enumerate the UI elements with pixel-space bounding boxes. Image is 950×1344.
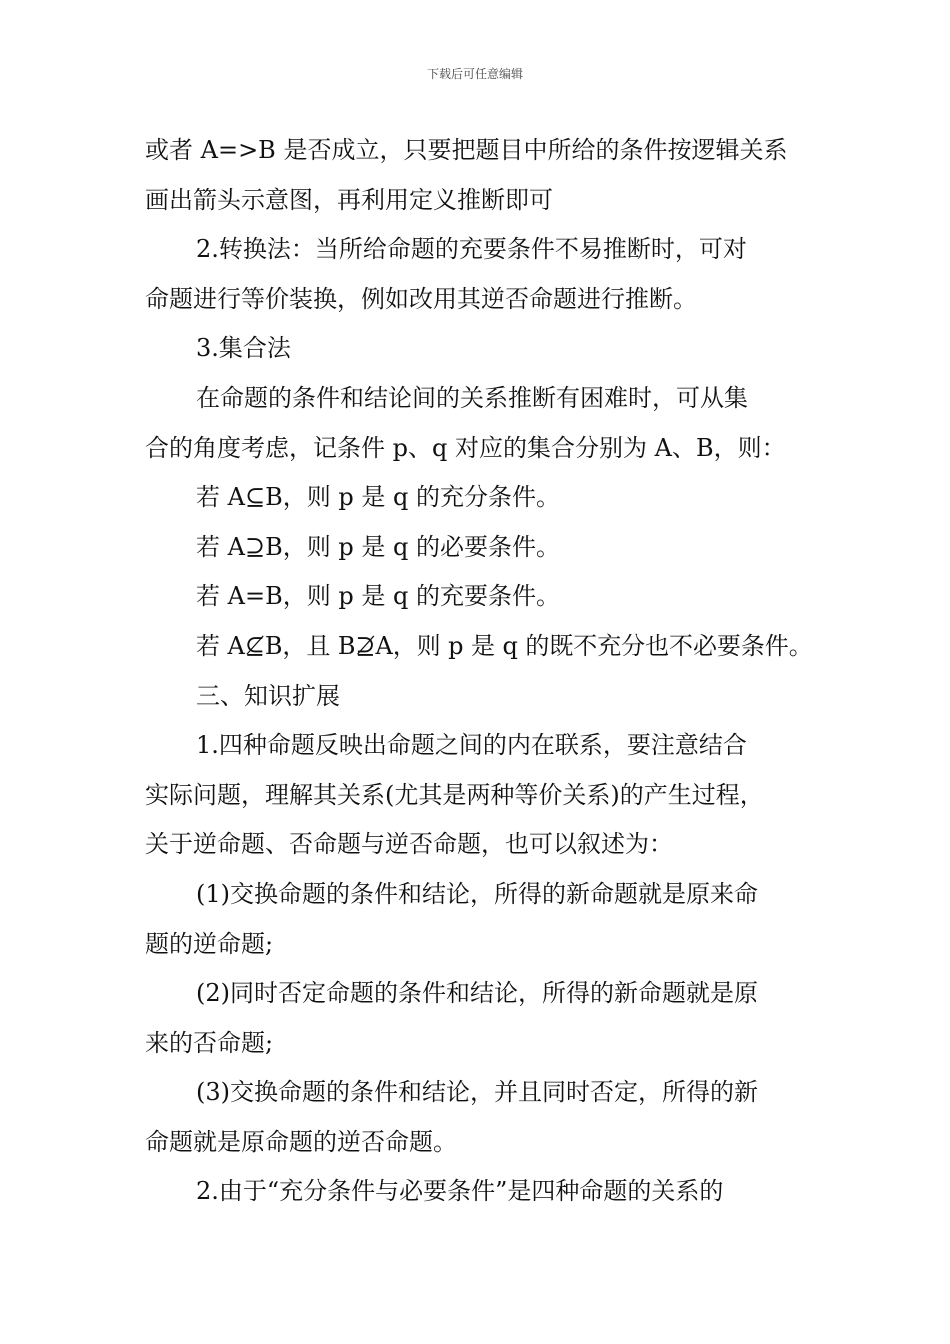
text-line: 若 A⊈B，且 B⊉A，则 p 是 q 的既不充分也不必要条件。: [196, 631, 813, 660]
text-line: 题的逆命题;: [145, 929, 274, 958]
text-line: 命题就是原命题的逆否命题。: [145, 1127, 457, 1156]
text-line: 实际问题，理解其关系(尤其是两种等价关系)的产生过程，: [145, 780, 764, 809]
text-line: 在命题的条件和结论间的关系推断有困难时，可从集: [196, 383, 748, 412]
section-heading: 三、知识扩展: [196, 681, 340, 710]
text-line: 若 A=B，则 p 是 q 的充要条件。: [196, 582, 560, 611]
text-line: 合的角度考虑，记条件 p、q 对应的集合分别为 A、B，则：: [145, 433, 786, 462]
text-line: (1)交换命题的条件和结论，所得的新命题就是原来命: [196, 879, 758, 908]
text-line: 若 A⊇B，则 p 是 q 的必要条件。: [196, 532, 560, 561]
text-line: 1.四种命题反映出命题之间的内在联系，要注意结合: [196, 731, 747, 760]
text-line: 2.转换法：当所给命题的充要条件不易推断时，可对: [196, 235, 747, 264]
text-line: 或者 A=>B 是否成立，只要把题目中所给的条件按逻辑关系: [145, 136, 788, 164]
text-line: 若 A⊆B，则 p 是 q 的充分条件。: [196, 483, 560, 512]
text-line: 关于逆命题、否命题与逆否命题，也可以叙述为：: [145, 830, 673, 859]
text-line: 2.由于“充分条件与必要条件”是四种命题的关系的: [196, 1177, 724, 1206]
text-line: 命题进行等价装换，例如改用其逆否命题进行推断。: [145, 284, 697, 313]
text-line: 来的否命题;: [145, 1028, 274, 1057]
document-body: [145, 126, 813, 1217]
page-header: 下载后可任意编辑: [426, 67, 523, 81]
text-line: 画出箭头示意图，再利用定义推断即可: [145, 185, 553, 214]
text-line: (2)同时否定命题的条件和结论，所得的新命题就是原: [196, 979, 758, 1008]
text-line: (3)交换命题的条件和结论，并且同时否定，所得的新: [196, 1078, 758, 1107]
section-heading: 3.集合法: [196, 334, 291, 363]
